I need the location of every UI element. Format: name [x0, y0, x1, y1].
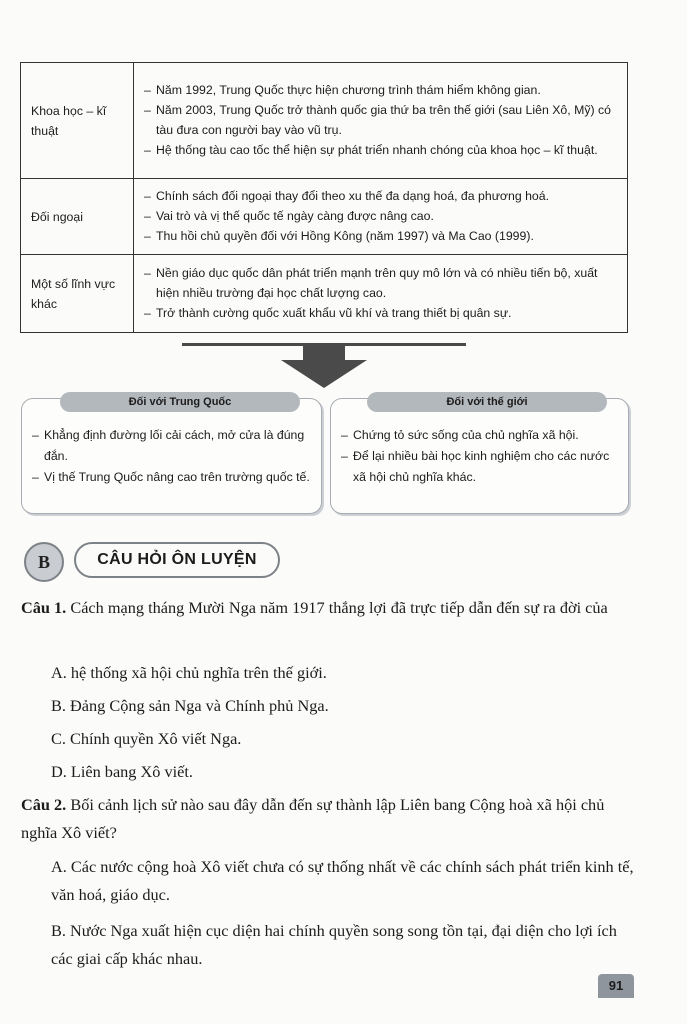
box-body — [32, 425, 311, 488]
answer-option: D. Liên bang Xô viết. — [51, 762, 193, 781]
list-item: – Thu hồi chủ quyền đối với Hồng Kông (năm 1997) và Ma Cao (1999). — [144, 229, 534, 243]
question-1 — [21, 594, 635, 622]
table-row — [21, 255, 628, 333]
question-text: Cách mạng tháng Mười Nga năm 1917 thắng lợi đã trực tiếp dẫn đến sự ra đời của — [70, 598, 608, 617]
list-item: – Năm 2003, Trung Quốc trở thành quốc gia thứ ba trên thế giới (sau Liên Xô, Mỹ) có tàu đưa con người bay vào vũ trụ. — [144, 103, 611, 137]
row-category: Khoa học – kĩ thuật — [21, 63, 134, 179]
page-number: 91 — [598, 974, 634, 998]
world-impact-box — [330, 398, 629, 514]
list-item: – Nền giáo dục quốc dân phát triển mạnh trên quy mô lớn và có nhiều tiến bộ, xuất hiện nhiều trường đại học chất lượng cao. — [144, 266, 598, 300]
list-item: – Hệ thống tàu cao tốc thể hiện sự phát triển nhanh chóng của khoa học – kĩ thuật. — [144, 143, 598, 157]
section-letter-badge: B — [24, 542, 64, 582]
row-items — [134, 63, 628, 179]
question-text: Bối cảnh lịch sử nào sau đây dẫn đến sự thành lập Liên bang Cộng hoà xã hội chủ nghĩa Xô viết? — [21, 795, 605, 842]
list-item: – Chứng tỏ sức sống của chủ nghĩa xã hội. — [341, 428, 579, 442]
question-number: Câu 1. — [21, 598, 67, 617]
question-2 — [21, 791, 635, 847]
answer-option: C. Chính quyền Xô viết Nga. — [51, 729, 242, 748]
box-title: Đối với thế giới — [367, 392, 607, 412]
summary-table — [20, 62, 628, 333]
table-row — [21, 63, 628, 179]
list-item: – Để lại nhiều bài học kinh nghiệm cho các nước xã hội chủ nghĩa khác. — [341, 449, 610, 484]
row-items — [134, 255, 628, 333]
table-row — [21, 179, 628, 255]
answer-option: B. Nước Nga xuất hiện cục diện hai chính quyền song song tồn tại, đại diện cho lợi ích các giai cấp khác nhau. — [51, 921, 617, 968]
answer-option: A. hệ thống xã hội chủ nghĩa trên thế giới. — [51, 663, 327, 682]
section-title: CÂU HỎI ÔN LUYỆN — [74, 542, 280, 578]
list-item: – Trở thành cường quốc xuất khẩu vũ khí và trang thiết bị quân sự. — [144, 306, 512, 320]
down-arrow-icon — [281, 346, 367, 388]
answer-option: B. Đảng Cộng sản Nga và Chính phủ Nga. — [51, 696, 329, 715]
answer-option: A. Các nước cộng hoà Xô viết chưa có sự thống nhất về các chính sách phát triển kinh tế, văn hoá, giáo dục. — [51, 857, 634, 904]
box-title: Đối với Trung Quốc — [60, 392, 300, 412]
list-item: – Năm 1992, Trung Quốc thực hiện chương trình thám hiểm không gian. — [144, 83, 541, 97]
list-item: – Chính sách đối ngoại thay đổi theo xu thế đa dạng hoá, đa phương hoá. — [144, 189, 550, 203]
list-item: – Khẳng định đường lối cải cách, mở cửa là đúng đắn. — [32, 428, 305, 463]
box-body — [341, 425, 618, 488]
list-item: – Vị thế Trung Quốc nâng cao trên trường quốc tế. — [32, 470, 310, 484]
china-impact-box — [21, 398, 322, 514]
question-number: Câu 2. — [21, 795, 67, 814]
row-items — [134, 179, 628, 255]
list-item: – Vai trò và vị thế quốc tế ngày càng được nâng cao. — [144, 209, 434, 223]
row-category: Một số lĩnh vực khác — [21, 255, 134, 333]
row-category: Đối ngoại — [21, 179, 134, 255]
